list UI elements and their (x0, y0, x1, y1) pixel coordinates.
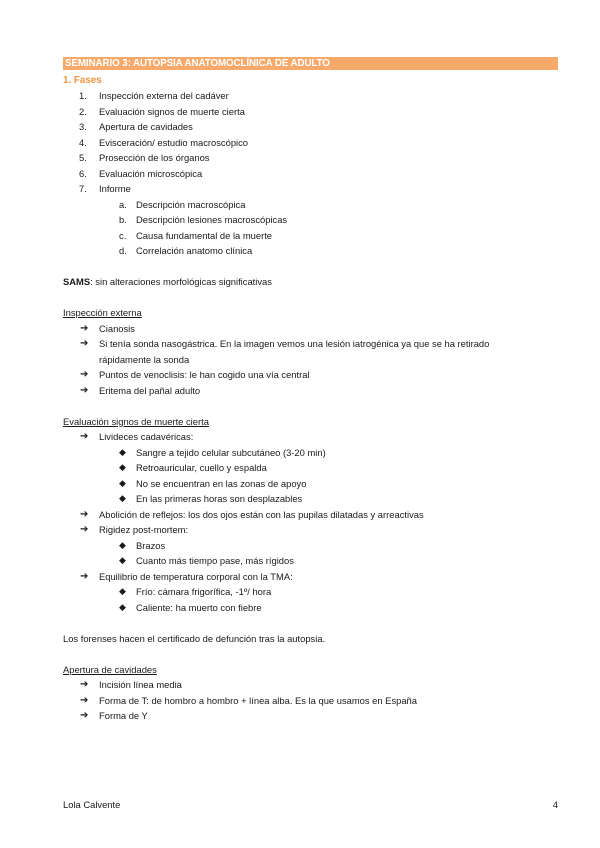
list-item: ➔ Abolición de reflejos: los dos ojos están con las pupilas dilatadas y arreactivas (63, 507, 558, 523)
section-title: 1. Fases (63, 75, 102, 86)
arrow-icon: ➔ (80, 322, 89, 334)
arrow-icon: ➔ (80, 369, 89, 380)
list-item: ➔ Equilibrio de temperatura corporal con la TMA: (63, 569, 558, 585)
diamond-icon: ◆ (119, 446, 126, 457)
list-item: 6. Evaluación microscópica (79, 167, 203, 179)
arrow-icon: ➔ (80, 694, 89, 706)
list-item: ◆ Cuanto más tiempo pase, más rígidos (63, 553, 558, 569)
report-sublist (63, 197, 558, 259)
evaluacion-heading: Evaluación signos de muerte cierta (63, 415, 209, 427)
list-item: ◆ Frío: cámara frigorífica, -1º/ hora (63, 584, 558, 600)
arrow-icon: ➔ (80, 524, 89, 535)
diamond-icon: ◆ (119, 586, 126, 596)
diamond-icon: ◆ (119, 601, 126, 612)
list-item: ◆ Sangre a tejido celular subcutáneo (3-20 min) (63, 445, 558, 461)
diamond-icon: ◆ (119, 555, 126, 565)
diamond-icon: ◆ (119, 493, 126, 503)
phases-list (63, 88, 558, 197)
arrow-icon: ➔ (80, 710, 89, 721)
list-item: 1. Inspección externa del cadáver (79, 90, 229, 101)
list-item: ◆ No se encuentran en las zonas de apoyo (63, 476, 558, 492)
list-item: ➔ Forma de Y (63, 708, 558, 724)
list-item: d. Correlación anatomo clínica (119, 245, 253, 256)
list-item: ➔ Eritema del pañal adulto (63, 383, 558, 399)
list-item: 2. Evaluación signos de muerte cierta (79, 105, 245, 117)
arrow-icon: ➔ (80, 431, 89, 442)
list-item: 3. Apertura de cavidades (79, 121, 193, 132)
arrow-icon: ➔ (80, 338, 89, 349)
list-item: ◆ Brazos (63, 538, 558, 554)
list-item: ➔ Livideces cadavéricas: (63, 429, 558, 445)
list-item: ◆ En las primeras horas son desplazables (63, 491, 558, 507)
diamond-icon: ◆ (119, 539, 126, 550)
list-item: ➔ Incisión línea media (63, 677, 558, 693)
sams-definition: SAMS: sin alteraciones morfológicas significativas (63, 276, 272, 287)
page-number: 4 (552, 799, 558, 810)
arrow-icon: ➔ (80, 384, 89, 396)
diamond-icon: ◆ (119, 477, 126, 488)
list-item: a. Descripción macroscópica (119, 198, 246, 210)
list-item: ◆ Retroauricular, cuello y espalda (63, 460, 558, 476)
list-item: 7. Informe (79, 183, 131, 194)
arrow-icon: ➔ (80, 508, 89, 520)
page-banner: SEMINARIO 3: AUTOPSIA ANATOMOCLÍNICA DE ADULTO (63, 57, 558, 70)
footer-author: Lola Calvente (63, 799, 121, 810)
arrow-icon: ➔ (80, 679, 89, 690)
forenses-paragraph: Los forenses hacen el certificado de defunción tras la autopsia. (63, 632, 326, 644)
inspeccion-heading: Inspección externa (63, 307, 142, 318)
list-item: ➔ Forma de T: de hombro a hombro + línea alba. Es la que usamos en España (63, 693, 558, 709)
page-footer (63, 798, 558, 812)
list-item: b. Descripción lesiones macroscópicas (119, 214, 288, 225)
list-item: ➔ Si tenía sonda nasogástrica. En la imagen vemos una lesión iatrogénica ya que se ha retirado rápidamente la sonda (80, 338, 490, 365)
list-item: ➔ Puntos de venoclisis: le han cogido una vía central (63, 367, 558, 383)
document-page (63, 57, 558, 724)
diamond-icon: ◆ (119, 462, 126, 472)
arrow-icon: ➔ (80, 570, 89, 582)
list-item: c. Causa fundamental de la muerte (119, 229, 273, 241)
list-item: 5. Prosección de los órganos (79, 152, 210, 163)
apertura-heading: Apertura de cavidades (63, 663, 157, 675)
list-item: ➔ Rigidez post-mortem: (63, 522, 558, 538)
list-item: ➔ Cianosis (63, 321, 558, 337)
list-item: 4. Evisceración/ estudio macroscópico (79, 136, 249, 148)
list-item: ◆ Caliente: ha muerto con fiebre (63, 600, 558, 616)
